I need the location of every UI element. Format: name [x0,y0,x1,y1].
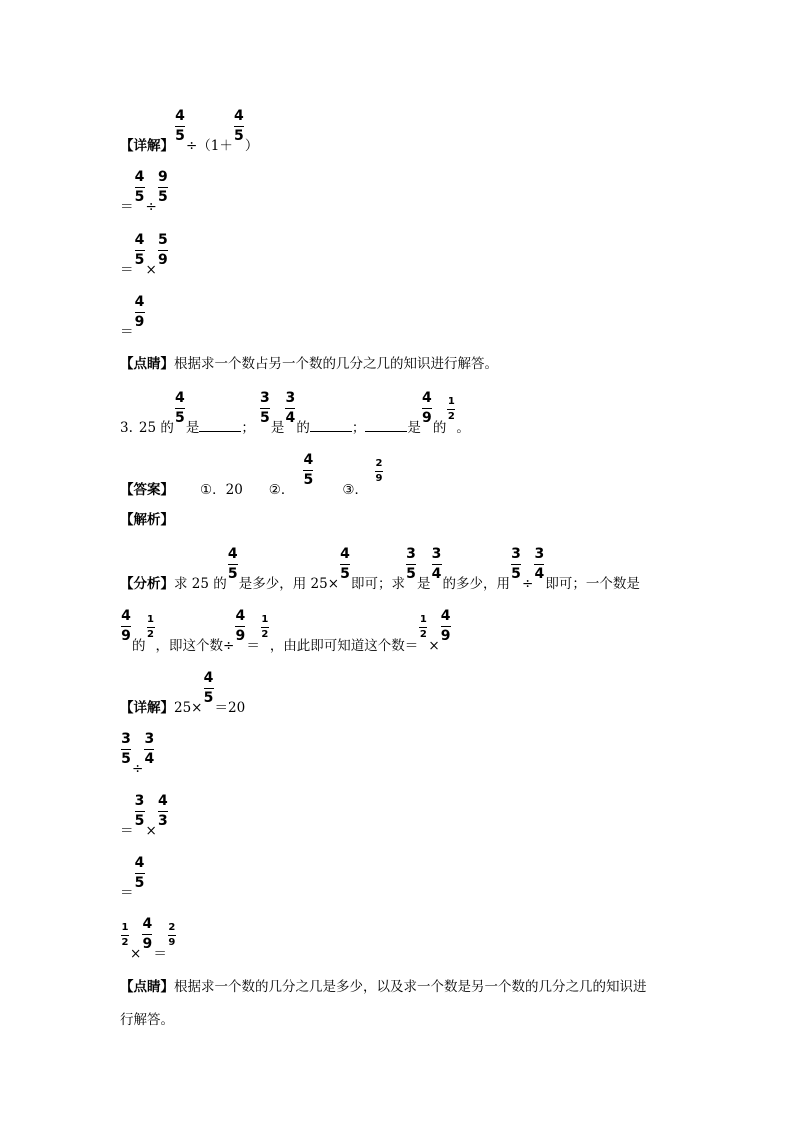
detail-label: 【详解】 [120,700,174,716]
text-segment: 根据求一个数占另一个数的几分之几的知识进行解答。 [174,356,498,372]
fraction [284,390,296,436]
fraction [134,294,146,340]
fraction [234,608,246,654]
text-segment: 是多少，用 25× [238,576,340,592]
text-segment: ①．20 [200,482,243,498]
fraction-numerator: 3 [144,731,155,747]
fraction-bar [168,935,176,936]
question-3 [120,390,470,436]
text-segment: 的多少，用 [442,576,511,592]
fraction-denominator: 5 [175,410,185,426]
text-segment: 是 [417,576,431,592]
answer-blank-3[interactable] [365,417,407,432]
fraction-denominator: 5 [303,472,314,488]
fraction-numerator: 4 [134,169,145,185]
text-segment: ＝ [120,324,134,340]
fraction-numerator: 4 [134,855,145,871]
text-segment: ＝ [246,638,260,654]
fraction-denominator: 5 [511,566,521,582]
fraction-numerator: 3 [406,546,416,562]
fraction [134,793,146,839]
fraction-numerator: 4 [440,608,451,624]
fraction-numerator: 4 [235,608,246,624]
fraction-bar [261,627,269,628]
fraction-denominator: 2 [447,411,455,422]
text-segment: ＝20 [214,700,246,716]
comment-label: 【点睛】 [120,356,174,372]
fraction-denominator: 2 [261,629,269,640]
fraction-denominator: 9 [375,473,383,484]
fraction-bar [511,564,521,565]
step-line-6 [120,855,146,901]
fraction-denominator: 9 [440,628,451,644]
fraction-bar [419,627,427,628]
analysis-label-line [120,508,174,532]
text-segment: ＝ [120,885,134,901]
fraction [157,169,169,215]
fraction-bar [147,627,155,628]
answer-line [120,452,384,498]
step-line-7 [120,916,177,962]
fenxi-label: 【分析】 [120,576,174,592]
fraction-denominator: 5 [134,813,145,829]
comment-line-2 [120,975,647,999]
answer-label: 【答案】 [120,482,174,498]
fraction-bar [135,873,145,874]
text-segment: 3. [120,420,133,436]
fraction [374,458,384,498]
fraction [134,855,146,901]
fraction-bar [121,626,131,627]
text-segment: ） [244,138,259,154]
fraction-numerator: 3 [534,546,545,562]
fraction-denominator: 5 [134,189,145,205]
text-segment: ÷（1＋ [186,138,233,154]
fraction-denominator: 4 [144,751,155,767]
fraction [510,546,522,592]
fraction [418,614,428,654]
text-segment: ÷ [132,761,144,777]
fraction-bar [135,811,145,812]
fraction-numerator: 4 [175,108,185,124]
fraction-numerator: 4 [175,390,185,406]
text-segment: 。 [456,420,470,436]
fraction-denominator: 5 [203,690,214,706]
fraction [260,614,270,654]
text-segment: × [145,262,157,278]
fraction [431,546,443,592]
fraction-bar [158,187,168,188]
step-line-1 [120,169,169,215]
fraction [405,546,417,592]
text-segment: ； [351,420,366,436]
text-segment: ，由此即可知道这个数＝ [269,638,419,654]
fraction-denominator: 9 [235,628,246,644]
fraction [440,608,452,654]
fraction-numerator: 4 [203,670,214,686]
fraction-denominator: 5 [340,566,350,582]
answer-blank-2[interactable] [310,417,352,432]
comment-line-1 [120,352,498,376]
analysis-line-1 [120,546,640,592]
fraction [143,731,155,777]
fraction-bar [375,471,383,472]
fraction-bar [447,409,455,410]
text-segment: ＝ [120,823,134,839]
fraction-numerator: 1 [419,614,427,625]
fraction-bar [121,935,129,936]
fraction [421,390,433,436]
fraction-numerator: 4 [134,294,145,310]
fraction-denominator: 5 [406,566,416,582]
fraction [174,108,186,154]
fraction-denominator: 2 [419,629,427,640]
fraction [157,232,169,278]
fraction-denominator: 2 [147,629,154,640]
fraction-bar [234,126,244,127]
fraction-denominator: 5 [134,252,145,268]
fraction-numerator: 3 [285,390,296,406]
fraction-denominator: 9 [422,410,432,426]
fraction-bar [260,408,270,409]
fraction-denominator: 5 [260,410,270,426]
fraction [167,922,177,962]
fraction-bar [158,250,168,251]
fraction-numerator: 1 [261,614,269,625]
comment-line-2-cont [120,1008,174,1032]
text-segment: 求 25 的 [174,576,227,592]
fraction [134,232,146,278]
fraction-bar [534,564,544,565]
text-segment: × [428,638,440,654]
answer-blank-1[interactable] [199,417,241,432]
fraction-denominator: 9 [168,937,176,948]
text-segment: ③． [342,482,368,498]
fraction-bar [235,626,245,627]
fraction [339,546,351,592]
fraction-numerator: 5 [157,232,168,248]
comment-label: 【点睛】 [120,979,174,995]
fraction [446,396,456,436]
fraction [141,916,153,962]
fraction-bar [422,408,432,409]
text-segment: 即可；一个数是 [545,576,640,592]
fraction [174,390,186,436]
step-line-3 [120,294,146,340]
text-segment: 根据求一个数的几分之几是多少，以及求一个数是另一个数的几分之几的知识进 [174,979,647,995]
fraction [259,390,271,436]
fraction-numerator: 4 [234,108,244,124]
fraction-numerator: 4 [303,452,314,468]
fraction-denominator: 4 [534,566,545,582]
fraction-numerator: 4 [422,390,432,406]
fraction [120,608,132,654]
text-segment: 的 [432,420,447,436]
text-segment: 的 [132,638,146,654]
text-segment: × [130,946,142,962]
fraction-numerator: 3 [134,793,145,809]
fraction-bar [135,250,145,251]
fraction-denominator: 5 [227,566,238,582]
fraction [120,922,130,962]
fraction-bar [303,470,313,471]
text-segment: ＝ [120,199,134,215]
step-line-2 [120,232,169,278]
fraction [302,452,314,498]
text-segment: 25 的 [138,420,174,436]
fraction-bar [204,688,214,689]
fraction-numerator: 1 [121,922,129,933]
fraction-denominator: 9 [157,252,168,268]
fraction [157,793,169,839]
text-segment: ＝ [120,262,134,278]
fraction-denominator: 3 [157,813,168,829]
fraction-bar [135,312,145,313]
text-segment: 是 [270,420,285,436]
fraction-bar [228,564,238,565]
fraction-denominator: 5 [121,751,131,767]
detail-label: 【详解】 [120,138,174,154]
fraction-bar [175,408,185,409]
text-segment: 的 [296,420,310,436]
fraction-denominator: 9 [121,628,131,644]
text-segment: ÷ [145,199,157,215]
fraction-denominator: 9 [142,936,153,952]
fraction [533,546,545,592]
fraction-bar [441,626,451,627]
fraction-bar [121,749,131,750]
fraction-numerator: 3 [260,390,270,406]
step-line-5 [120,793,169,839]
text-segment: × [145,823,157,839]
fraction-bar [340,564,350,565]
fraction-bar [406,564,416,565]
fraction-numerator: 3 [431,546,442,562]
fraction-denominator: 9 [134,314,145,330]
fraction-denominator: 2 [121,937,129,948]
fraction-numerator: 4 [157,793,168,809]
text-segment: ②． [268,482,295,498]
analysis-line-2 [120,608,452,654]
fraction-bar [432,564,442,565]
fraction-numerator: 3 [121,731,131,747]
fraction-bar [158,811,168,812]
text-segment: ； [241,420,255,436]
fraction-denominator: 5 [234,128,244,144]
text-segment: 是 [185,420,200,436]
fraction-bar [142,934,152,935]
text-segment: ＝ [153,946,167,962]
fraction-numerator: 4 [340,546,350,562]
analysis-label: 【解析】 [120,512,174,528]
detail-line-2 [120,670,246,716]
fraction-bar [285,408,295,409]
step-line-4 [120,731,155,777]
text-segment: 25× [174,700,203,716]
fraction-bar [135,187,145,188]
fraction-bar [175,126,185,127]
fraction-numerator: 4 [134,232,145,248]
fraction [120,731,132,777]
fraction [227,546,239,592]
fraction-denominator: 4 [431,566,442,582]
fraction-numerator: 1 [447,396,455,407]
fraction-numerator: 2 [375,458,383,469]
text-segment: ，即这个数÷ [155,638,235,654]
fraction-numerator: 4 [121,608,131,624]
fraction-numerator: 4 [142,916,153,932]
fraction-numerator: 4 [227,546,238,562]
text-segment: 是 [407,420,421,436]
fraction [203,670,215,716]
fraction-denominator: 4 [285,410,296,426]
text-segment: 行解答。 [120,1012,174,1028]
fraction-denominator: 5 [134,875,145,891]
fraction-numerator: 9 [157,169,168,185]
fraction-denominator: 5 [175,128,185,144]
fraction-bar [144,749,154,750]
fraction-numerator: 1 [147,614,154,625]
fraction-numerator: 2 [168,922,176,933]
fraction-denominator: 5 [157,189,168,205]
fraction [146,614,156,654]
fraction [134,169,146,215]
fraction-numerator: 3 [511,546,521,562]
detail-line-1 [120,108,259,154]
text-segment: ÷ [522,576,534,592]
fraction [233,108,245,154]
text-segment: 即可；求 [351,576,406,592]
